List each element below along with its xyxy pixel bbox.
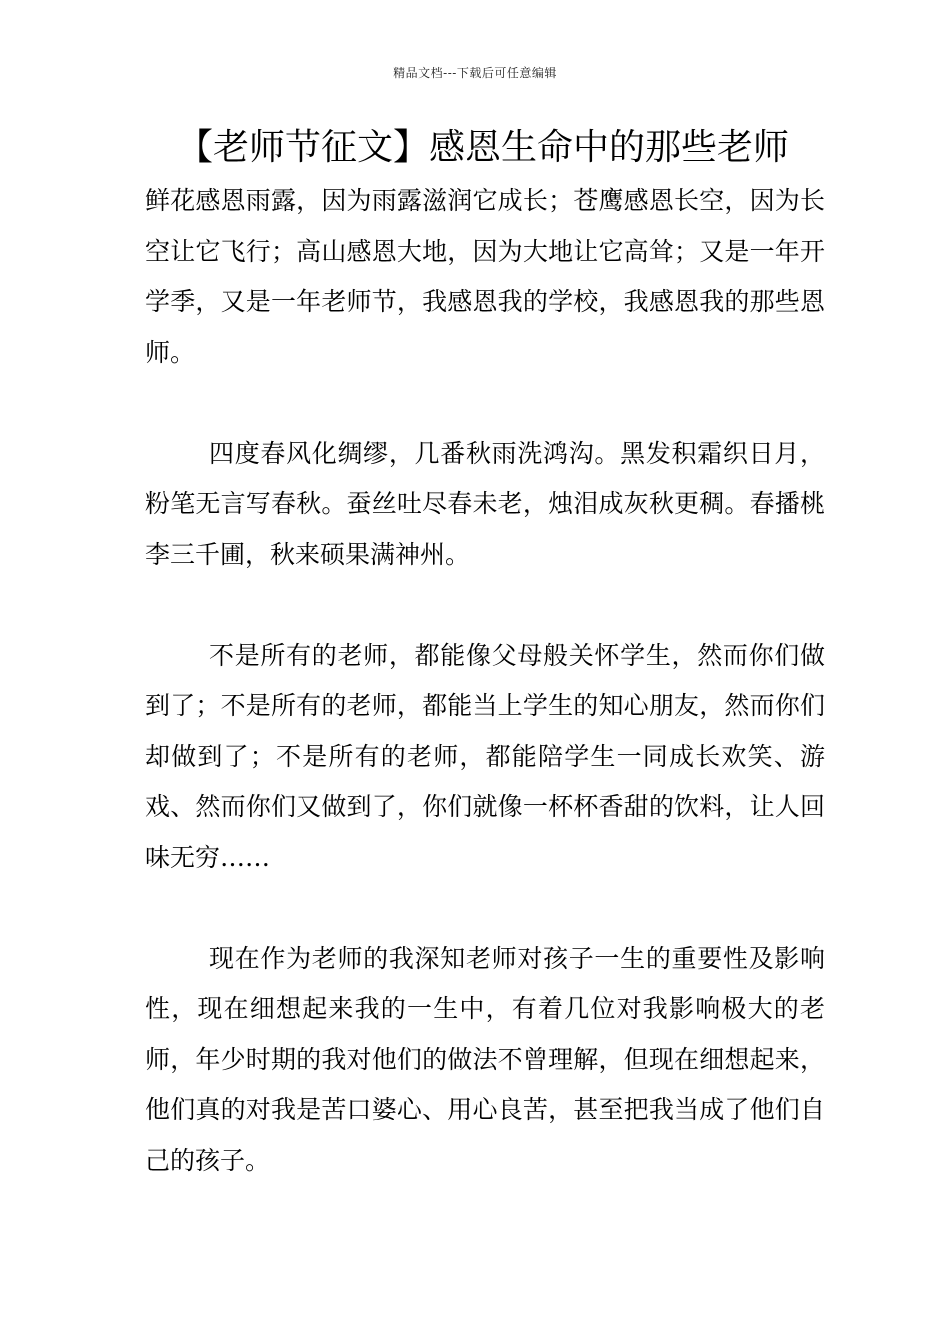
paragraph-1: 鲜花感恩雨露，因为雨露滋润它成长；苍鹰感恩长空，因为长空让它飞行；高山感恩大地，因为大地让它高耸；又是一年开学季，又是一年老师节，我感恩我的学校，我感恩我的那些恩师。 [145,186,825,367]
paragraph-spacer [145,883,825,934]
paragraph-spacer [145,378,825,429]
paragraph-4: 现在作为老师的我深知老师对孩子一生的重要性及影响性，现在细想起来我的一生中，有着几位对我影响极大的老师，年少时期的我对他们的做法不曾理解，但现在细想起来，他们真的对我是苦口婆心、用心良苦，甚至把我当成了他们自己的孩子。 [145,943,825,1175]
document-body [145,176,825,1186]
paragraph-spacer [145,580,825,631]
paragraph-2: 四度春风化绸缪，几番秋雨洗鸿沟。黑发积霜织日月，粉笔无言写春秋。蚕丝吐尽春未老，烛泪成灰秋更稠。春播桃李三千圃，秋来硕果满神州。 [145,438,825,569]
document-title: 【老师节征文】感恩生命中的那些老师 [176,127,789,168]
page-header: 精品文档---下载后可任意编辑 [393,66,557,80]
paragraph-3: 不是所有的老师，都能像父母般关怀学生，然而你们做到了；不是所有的老师，都能当上学生的知心朋友，然而你们却做到了；不是所有的老师，都能陪学生一同成长欢笑、游戏、然而你们又做到了，你们就像一杯杯香甜的饮料，让人回味无穷…… [145,640,825,872]
